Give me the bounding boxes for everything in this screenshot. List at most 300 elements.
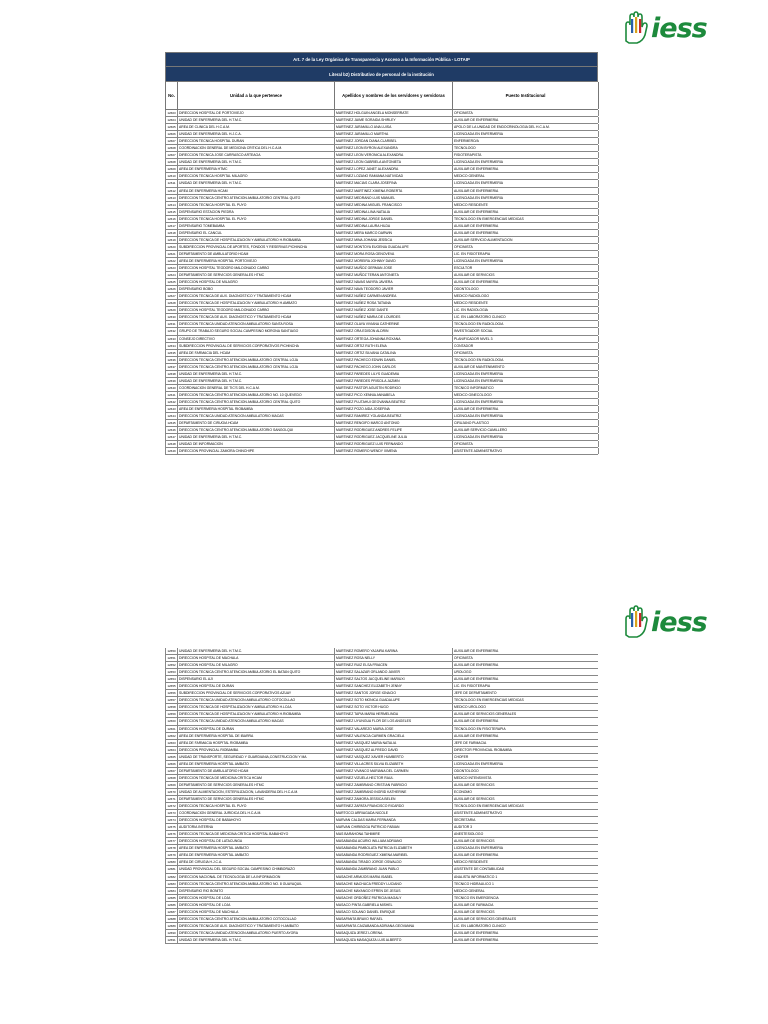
table-row — [165, 775, 598, 782]
table-row — [165, 392, 598, 399]
row-unit: DIRECCION TECNICA DE HOSPITALIZACION Y AMBULATORIO H.RIOBAMBA — [178, 237, 335, 243]
row-unit: DIRECCION TECNICA HOSPITAL MILAGRO — [178, 173, 335, 179]
row-number: 12686 — [166, 902, 178, 908]
row-unit: DIRECCION TECNICA DE AUX. DIAGNOSTICO Y TRATAMIENTO H.AMBATO — [178, 923, 335, 929]
table-row — [165, 371, 598, 378]
row-unit: AREA DE ENFERMERIA HOSPITAL DE IBARRA — [178, 733, 335, 739]
row-employee-name: MARTINEZ RODRIGUEZ JACQUELINE JULIA — [335, 434, 453, 440]
row-unit: UNIDAD DE INFORMACION — [178, 441, 335, 447]
table-body-page-1 — [165, 110, 598, 455]
row-position: CIRUJANO PLASTICO — [453, 420, 599, 426]
row-employee-name: MASACHE MACHUCA FREDDY LUCIANO — [335, 881, 453, 887]
row-employee-name: MARTINEZ PACHECO JOHN CARLOS — [335, 364, 453, 370]
row-employee-name: MARTINEZ LEON GABRIELA ANTONIETA — [335, 159, 453, 165]
row-number: 12635 — [166, 350, 178, 356]
row-employee-name: MARTINEZ SANTOS JORGE IGNACIO — [335, 690, 453, 696]
row-employee-name: MASABANDA ZAMBRANO JUAN PABLO — [335, 866, 453, 872]
row-unit: DIRECCION HOSPITAL TEODORO MALDONADO CARBO — [178, 307, 335, 313]
row-number: 12629 — [166, 307, 178, 313]
table-row — [165, 789, 598, 796]
row-unit: UNIDAD DE ENFERMERIA DEL H.T.M.C. — [178, 117, 335, 123]
row-position: AUXILIAR DE SERVICIOS — [453, 796, 598, 802]
row-number: 12638 — [166, 371, 178, 377]
table-row — [165, 265, 598, 272]
row-number: 12641 — [166, 392, 178, 398]
row-position: ASISTENTE DE CONTABILIDAD — [453, 866, 598, 872]
row-position: OFICINISTA — [453, 244, 599, 250]
row-position: JEFE DE DEPARTAMENTO — [453, 690, 598, 696]
table-row — [165, 434, 598, 441]
row-unit: AREA DE ENFERMERIA HOSPITAL RIOBAMBA — [178, 406, 335, 412]
table-row — [165, 343, 598, 350]
row-position: LIC. EN LABORATORIO CLINICO — [453, 923, 598, 929]
table-row — [165, 655, 598, 662]
row-unit: DEPARTAMENTO DE CIRUGIA HCAM — [178, 420, 335, 426]
row-employee-name: MARTINEZ ORTIZ RUTH ELENA — [335, 343, 453, 349]
row-employee-name: MARTINEZ RODRIGUEZ LUIS FERNANDO — [335, 441, 453, 447]
row-employee-name: MASABANDA RODRIGUEZ XIMENA MARIBEL — [335, 852, 453, 858]
table-row — [165, 803, 598, 810]
table-row — [165, 406, 598, 413]
table-row — [165, 937, 598, 944]
row-unit: DIRECCION TECNICA UNIDAD ATENCION AMBULATORIO SANTA ROSA — [178, 321, 335, 327]
row-unit: AREA DE ENFERMERIA HOSPITAL AMBATO — [178, 761, 335, 767]
row-employee-name: MARTINEZ SANCHEZ ELIZABETH JENNY — [335, 683, 453, 689]
row-position: TECNOLOGO EN EMERGENCIAS MEDICAS — [453, 216, 599, 222]
row-employee-name: MARTINEZ ROMERO WENDY XIMENA — [335, 448, 453, 454]
table-row — [165, 166, 598, 173]
table-row — [165, 237, 598, 244]
row-unit: AREA DE CIRUGIA H.J.C.A. — [178, 859, 335, 865]
row-employee-name: MARTINEZ PAREDES PRISCILA JAZMIN — [335, 378, 453, 384]
row-unit: DIRECCION TECNICA DE HOSPITALIZACION Y AMBULATORIO H.RIOBAMBA — [178, 711, 335, 717]
row-employee-name: MARTINEZ RUIZ ELSA FRIACEN — [335, 662, 453, 668]
row-position: OFICINISTA — [453, 441, 599, 447]
row-number: 12664 — [166, 747, 178, 753]
row-number: 12658 — [166, 704, 178, 710]
row-unit: DIRECCION HOSPITAL DE LATACUNGA — [178, 838, 335, 844]
table-row — [165, 733, 598, 740]
table-row — [165, 209, 598, 216]
row-unit: UNIDAD DE ENFERMERIA DEL H.T.M.C. — [178, 434, 335, 440]
table-row — [165, 810, 598, 817]
row-employee-name: MARTINEZ MEDINA LAURA HILDA — [335, 223, 453, 229]
row-employee-name: MARTINEZ TAPIA MARIA HERMELINDA — [335, 711, 453, 717]
table-row — [165, 874, 598, 881]
row-number: 12685 — [166, 895, 178, 901]
table-row — [165, 180, 598, 187]
row-position: FISIOTERAPISTA — [453, 152, 599, 158]
row-unit: SUBDIRECCION PROVINCIAL DE SERVICIOS CORPORATIVOS AZUAY — [178, 690, 335, 696]
table-row — [165, 286, 598, 293]
row-number: 12620 — [166, 244, 178, 250]
table-row — [165, 845, 598, 852]
row-position: AUDITOR 3 — [453, 824, 598, 830]
table-body-page-2 — [165, 648, 598, 944]
table-row — [165, 697, 598, 704]
table-row — [165, 399, 598, 406]
row-unit: DIRECCION TECNICA HOSPITAL EL PUYO — [178, 216, 335, 222]
row-number: 12617 — [166, 223, 178, 229]
row-employee-name: MARTINEZ UYUNGUA FLOR DE LOS ANGELES — [335, 718, 453, 724]
row-position: AUXILIAR DE ENFERMERIA — [453, 852, 598, 858]
row-employee-name: MARTINEZ LOZANO RAMIANA NATIVIDAD — [335, 173, 453, 179]
table-row — [165, 740, 598, 747]
row-employee-name: MARTINEZ VIZUELA HECTOR RAUL — [335, 775, 453, 781]
row-position: AUXILIAR DE MANTENIMIENTO — [453, 364, 599, 370]
row-unit: DIRECCION HOSPITAL DE MILAGRO — [178, 662, 335, 668]
row-position: AUXILIAR DE ENFERMERIA — [453, 117, 599, 123]
table-row — [165, 881, 598, 888]
row-number: 12648 — [166, 441, 178, 447]
row-unit: DIRECCION TECNICA UNIDAD ATENCION AMBULATORIO COTOCOLLAO — [178, 697, 335, 703]
row-position: LICENCIADA EN ENFERMERIA — [453, 195, 599, 201]
row-number: 12634 — [166, 343, 178, 349]
row-employee-name: MARTINEZ SOTO VICTOR HUGO — [335, 704, 453, 710]
row-position: AUXILIAR DE ENFERMERIA — [453, 279, 599, 285]
row-employee-name: MARTINEZ SALAZAR ORLANDO JAVIER — [335, 669, 453, 675]
row-position: LICENCIADA EN ENFERMERIA — [453, 258, 599, 264]
row-position: AUXILIAR DE ENFERMERIA — [453, 230, 599, 236]
row-position: TECNICO HIDRAULICO 1 — [453, 881, 598, 887]
column-headers — [165, 82, 598, 110]
table-row — [165, 314, 598, 321]
row-unit: SUBDIRECCION PROVINCIAL DE SERVICIOS CORPORATIVOS PICHINCHA — [178, 343, 335, 349]
iess-hand-emblem-icon — [623, 605, 649, 639]
row-employee-name: MARTINEZ MEDRANO LUIS MANUEL — [335, 195, 453, 201]
row-position: AUXILIAR SERVICIO CAMILLERO — [453, 427, 599, 433]
row-position: OFICINISTA — [453, 110, 599, 116]
row-employee-name: MARTINEZ NAVA TEODORO JAVIER — [335, 286, 453, 292]
row-employee-name: MARTINEZ VASQUEZ ALFREDO DAVID — [335, 747, 453, 753]
row-number: 12661 — [166, 726, 178, 732]
row-employee-name: MASAPANTA CAIZABANDA ADRIANA GEOVANNA — [335, 923, 453, 929]
row-position: AUXILIAR DE ENFERMERIA — [453, 937, 598, 943]
row-number: 12621 — [166, 251, 178, 257]
row-position: OFICINISTA — [453, 655, 598, 661]
row-employee-name: MARTINEZ VALENCIA CARMEN GRACIELA — [335, 733, 453, 739]
table-row — [165, 336, 598, 343]
row-number: 12637 — [166, 364, 178, 370]
row-position: CHOFER — [453, 754, 598, 760]
row-position: MEDICO UROLOGO — [453, 704, 598, 710]
row-number: 12671 — [166, 796, 178, 802]
table-row — [165, 110, 598, 117]
row-employee-name: MARTINEZ VASQUEZ MARIA NATALIA — [335, 740, 453, 746]
row-employee-name: MARTINEZ JORDAN DIANA CLARIBEL — [335, 138, 453, 144]
row-number: 12651 — [166, 655, 178, 661]
table-row — [165, 909, 598, 916]
row-unit: DIRECCION TECNICA CENTRO ATENCION AMBULATORIO SANGOLQUI — [178, 427, 335, 433]
row-unit: DEPARTAMENTO DE AMBULATORIO HCAM — [178, 251, 335, 257]
row-unit: DISPENSARIO EL CANCUL — [178, 230, 335, 236]
table-row — [165, 718, 598, 725]
table-row — [165, 202, 598, 209]
row-number: 12660 — [166, 718, 178, 724]
row-unit: DIRECCION HOSPITAL DE LOJA — [178, 902, 335, 908]
row-position: LICENCIADA EN ENFERMERIA — [453, 434, 599, 440]
table-row — [165, 824, 598, 831]
table-row — [165, 159, 598, 166]
row-unit: DIRECCION PROVINCIAL RIOBAMBA — [178, 747, 335, 753]
row-unit: DIRECCION TECNICA HOSPITAL DURAN — [178, 138, 335, 144]
row-position: TECNOLOGO — [453, 145, 599, 151]
col-header-name: Apellidos y nombres de los servidores y servidoras — [335, 82, 453, 109]
table-row — [165, 441, 598, 448]
row-unit: AREA DE ENFERMERIA HCAM — [178, 188, 335, 194]
row-position: DIRECTOR PROVINCIAL RIOBAMBA — [453, 747, 598, 753]
row-number: 12604 — [166, 117, 178, 123]
table-row — [165, 427, 598, 434]
row-employee-name: MARTINEZ NAVAS MAYRA JAVIERA — [335, 279, 453, 285]
row-employee-name: MARTINEZ OLAYA VIVIANA CATHERINE — [335, 321, 453, 327]
row-position: LICENCIADA EN ENFERMERIA — [453, 378, 599, 384]
row-unit: DIRECCION HOSPITAL TEODORO MALDONADO CARBO — [178, 265, 335, 271]
table-row — [165, 726, 598, 733]
row-unit: DIRECCION TECNICA DE HOSPITALIZACION Y AMBULATORIO H.LOJA — [178, 704, 335, 710]
row-position: LIC. EN FISIOTERAPIA — [453, 683, 598, 689]
table-row — [165, 838, 598, 845]
row-number: 12678 — [166, 845, 178, 851]
row-number: 12674 — [166, 817, 178, 823]
row-unit: CONSEJO DIRECTIVO — [178, 336, 335, 342]
table-row — [165, 754, 598, 761]
row-unit: DIRECCION NACIONAL DE TECNOLOGIA DE LA INFORMACION — [178, 874, 335, 880]
row-position: UROLOGO — [453, 669, 598, 675]
table-row — [165, 782, 598, 789]
row-unit: DIRECCION TECNICA HOSPITAL EL PUYO — [178, 202, 335, 208]
row-employee-name: MARTINEZ LEON VERONICA ALEXANDRA — [335, 152, 453, 158]
table-row — [165, 300, 598, 307]
row-number: 12623 — [166, 265, 178, 271]
row-number: 12632 — [166, 328, 178, 334]
row-position: AUXILIAR DE ENFERMERIA — [453, 209, 599, 215]
table-row — [165, 385, 598, 392]
row-unit: DIRECCION HOSPITAL DE MACHALA — [178, 655, 335, 661]
row-number: 12663 — [166, 740, 178, 746]
row-position: LICENCIADA EN ENFERMERIA — [453, 399, 599, 405]
row-employee-name: MARTINEZ ORTIZ SILVANA CATALINA — [335, 350, 453, 356]
row-number: 12673 — [166, 810, 178, 816]
table-row — [165, 859, 598, 866]
row-position: LICENCIADA EN ENFERMERIA — [453, 845, 598, 851]
row-position: AUXILIAR DE ENFERMERIA — [453, 223, 599, 229]
row-position: AUXILIAR DE FARMACIA — [453, 902, 598, 908]
row-number: 12665 — [166, 754, 178, 760]
row-unit: DIRECCION TECNICA HOSPITAL EL PUYO — [178, 803, 335, 809]
table-row — [165, 173, 598, 180]
iess-logo — [623, 10, 707, 46]
row-number: 12603 — [166, 110, 178, 116]
row-unit: DISPENSARIO RIO BONITO — [178, 888, 335, 894]
row-employee-name: MASACO PINTA GABRIELA MISHEL — [335, 902, 453, 908]
row-position: ESCULTOR — [453, 265, 599, 271]
row-unit: DIRECCION TECNICA DE HOSPITALIZACION Y AMBULATORIO H.AMBATO — [178, 300, 335, 306]
row-employee-name: MASABANDA PIMBOLATA PATRICIA ELIZABETH — [335, 845, 453, 851]
row-position: LICENCIADA EN ENFERMERIA — [453, 180, 599, 186]
row-unit: COORDINACION GENERAL DE MEDICINA CRITICA DEL H.C.A.M. — [178, 145, 335, 151]
row-employee-name: MARTINEZ HOLGUIN ANGELA MONSERRATE — [335, 110, 453, 116]
table-row — [165, 195, 598, 202]
row-number: 12642 — [166, 399, 178, 405]
table-row — [165, 251, 598, 258]
row-number: 12687 — [166, 909, 178, 915]
row-employee-name: MARTINEZ LEON BYRON ALEXANDRA — [335, 145, 453, 151]
row-unit: UNIDAD DE TRANSPORTE, SEGURIDAD Y GUARDIANIA,CONSTRUCCION Y MA — [178, 754, 335, 760]
row-employee-name: MARTINEZ JARAMILLO ANA LUISA — [335, 124, 453, 130]
row-unit: UNIDAD DE ENFERMERIA DEL H.T.M.C. — [178, 371, 335, 377]
row-unit: AREA DE FARMACIA DEL HCAM — [178, 350, 335, 356]
row-number: 12675 — [166, 824, 178, 830]
table-row — [165, 378, 598, 385]
row-employee-name: MARTINEZ PACHECO EDWIN DANIEL — [335, 357, 453, 363]
row-unit: GRUPO DE TRABAJO SEGURO SOCIAL CAMPESINO MORONA SANTIAGO — [178, 328, 335, 334]
row-employee-name: MARTOCCI ARRIAGADA NICOLE — [335, 810, 453, 816]
table-row — [165, 676, 598, 683]
row-employee-name: MARTINEZ VIVANCO MARIANA DEL CARMEN — [335, 768, 453, 774]
row-unit: UNIDAD DE ENFERMERIA DEL H.T.M.C. — [178, 937, 335, 943]
table-row — [165, 223, 598, 230]
row-position: TECNOLOGO EN EMERGENCIAS MEDICAS — [453, 697, 598, 703]
col-header-no: No. — [166, 82, 178, 109]
row-unit: DISPENSARIO TOMEBAMBA — [178, 223, 335, 229]
row-unit: DIRECCION TECNICA UNIDAD ATENCION AMBULATORIO MACAS — [178, 718, 335, 724]
row-employee-name: MARTINEZ MACIAS CLARA JOSEFINA — [335, 180, 453, 186]
col-header-position: Puesto Institucional — [453, 82, 599, 109]
row-employee-name: MARTINEZ MEDINA MIGUEL FRANCISCO — [335, 202, 453, 208]
row-position: TECNICO INFORMATICO — [453, 385, 599, 391]
row-employee-name: MARTINEZ MINA JOHANA JESSICA — [335, 237, 453, 243]
row-number: 12653 — [166, 669, 178, 675]
row-employee-name: MARTINEZ ZAMORA JESSICA BELEN — [335, 796, 453, 802]
row-unit: DIRECCION TECNICA DE MEDICINA CRITICA HCAM — [178, 775, 335, 781]
row-unit: DIRECCION TECNICA JOSE CARRASCO ARTEAGA — [178, 152, 335, 158]
row-unit: AREA DE ENFERMERIA HOSPITAL AMBATO — [178, 845, 335, 851]
row-employee-name: MARTINEZ NUÑEZ CARMEN ANDREA — [335, 293, 453, 299]
row-number: 12643 — [166, 406, 178, 412]
row-position: LICENCIADA EN ENFERMERIA — [453, 131, 599, 137]
table-row — [165, 307, 598, 314]
row-unit: AREA DE CLINICA DEL H.C.A.M. — [178, 124, 335, 130]
row-employee-name: MARTINEZ JARAMILLO MARTHA — [335, 131, 453, 137]
row-position: APOLO DE LA UNIDAD DE ENDOCRINOLOGIA DEL H.C.A.M. — [453, 124, 599, 130]
row-position: ODONTOLOGO — [453, 768, 598, 774]
row-position: AUXILIAR DE ENFERMERIA — [453, 662, 598, 668]
row-position: AUXILIAR DE ENFERMERIA — [453, 733, 598, 739]
row-position: AUXILIAR DE SERVICIOS GENERALES — [453, 711, 598, 717]
table-row — [165, 117, 598, 124]
row-number: 12684 — [166, 888, 178, 894]
row-employee-name: MASAPANTA BRAVO RAFAEL — [335, 916, 453, 922]
row-number: 12649 — [166, 448, 178, 454]
row-position: LICENCIADA EN ENFERMERIA — [453, 761, 598, 767]
table-row — [165, 279, 598, 286]
row-number: 12652 — [166, 662, 178, 668]
row-employee-name: MARTINEZ NUÑEZ MARIA DE LOURDES — [335, 314, 453, 320]
row-position: AUXILIAR DE ENFERMERIA — [453, 718, 598, 724]
row-position: TECNOLOGO EN RADIOLOGIA — [453, 321, 599, 327]
row-unit: DISPENSARIO ESTACION PIEDRA — [178, 209, 335, 215]
row-number: 12606 — [166, 131, 178, 137]
row-number: 12616 — [166, 216, 178, 222]
row-number: 12666 — [166, 761, 178, 767]
row-position: ECONOMO — [453, 789, 598, 795]
row-position: MEDICO GINECOLOGO — [453, 392, 599, 398]
table-row — [165, 662, 598, 669]
row-position: SECRETARIA — [453, 817, 598, 823]
row-unit: AREA DE ENFERMERIA HOSPITAL PORTOVIEJO — [178, 258, 335, 264]
table-row — [165, 321, 598, 328]
row-number: 12676 — [166, 831, 178, 837]
row-number: 12654 — [166, 676, 178, 682]
iess-logo-text: iess — [651, 606, 707, 638]
row-unit: DIRECCION TECNICA UNIDAD ATENCION AMBULATORIO MACAS — [178, 413, 335, 419]
row-unit: DISPENSARIO BOBO — [178, 286, 335, 292]
row-unit: AUDITORIA INTERNA — [178, 824, 335, 830]
table-row — [165, 138, 598, 145]
table-row — [165, 796, 598, 803]
row-position: LIC. EN FISIOTERAPIA — [453, 251, 599, 257]
row-employee-name: MARTINEZ VILLACRES SILVIA ELIZABETH — [335, 761, 453, 767]
table-row — [165, 669, 598, 676]
row-number: 12644 — [166, 413, 178, 419]
row-unit: UNIDAD DE ENFERMERIA DEL H.T.M.C. — [178, 378, 335, 384]
row-employee-name: MASAQUIZA JEREZ LORENA — [335, 930, 453, 936]
table-row — [165, 131, 598, 138]
col-header-unit: Unidad a la que pertenece — [178, 82, 335, 109]
row-number: 12626 — [166, 286, 178, 292]
row-number: 12682 — [166, 874, 178, 880]
table-row — [165, 866, 598, 873]
table-row — [165, 448, 598, 455]
row-position: ASISTENTE ADMINISTRATIVO — [453, 448, 599, 454]
row-position: LICENCIADA EN ENFERMERIA — [453, 413, 599, 419]
row-employee-name: MARTINEZ JAIME SORAIDA SHIRLEY — [335, 117, 453, 123]
row-number: 12605 — [166, 124, 178, 130]
table-row — [165, 648, 598, 655]
row-unit: DIRECCION HOSPITAL DE LOJA — [178, 895, 335, 901]
row-position: CONTADOR — [453, 343, 599, 349]
row-employee-name: MARTINEZ MUÑOZ GERMAN JOSE — [335, 265, 453, 271]
row-position: PLANIFICADOR NIVEL 3 — [453, 336, 599, 342]
row-number: 12650 — [166, 648, 178, 654]
row-employee-name: MARTINEZ RENGIFO MARCO ANTONIO — [335, 420, 453, 426]
table-row — [165, 930, 598, 937]
row-number: 12611 — [166, 180, 178, 186]
row-unit: DISPENSARIO EL AJI — [178, 676, 335, 682]
row-position: ANESTESIOLOGO — [453, 831, 598, 837]
row-employee-name: MARTINEZ PAREDES LILYS GUADEMIA — [335, 371, 453, 377]
table-row — [165, 216, 598, 223]
row-unit: DEPARTAMENTO DE AMBULATORIO HCAM — [178, 768, 335, 774]
row-unit: DIRECCION TECNICA CENTRO ATENCION AMBULATORIO NO. 8 GUAYAQUIL — [178, 881, 335, 887]
row-number: 12612 — [166, 188, 178, 194]
row-number: 12657 — [166, 697, 178, 703]
table-row — [165, 888, 598, 895]
row-employee-name: MARTINEZ MUÑOZ TERAN ANTONIETA — [335, 272, 453, 278]
row-unit: DIRECCION TECNICA CENTRO ATENCION AMBULATORIO CENTRAL LOJA — [178, 364, 335, 370]
row-number: 12627 — [166, 293, 178, 299]
table-row — [165, 831, 598, 838]
row-employee-name: MARTINEZ NUÑEZ ROSA TATIANA — [335, 300, 453, 306]
table-title: Art. 7 de la Ley Orgánica de Transparencia y Acceso a la Información Pública - LOTAIP — [165, 52, 598, 67]
row-number: 12646 — [166, 427, 178, 433]
row-employee-name: MARTINEZ LOPEZ JANET ALEXANDRA — [335, 166, 453, 172]
table-row — [165, 923, 598, 930]
row-number: 12608 — [166, 159, 178, 165]
row-employee-name: MARTINEZ NUÑEZ JOSE DANTE — [335, 307, 453, 313]
row-number: 12628 — [166, 300, 178, 306]
